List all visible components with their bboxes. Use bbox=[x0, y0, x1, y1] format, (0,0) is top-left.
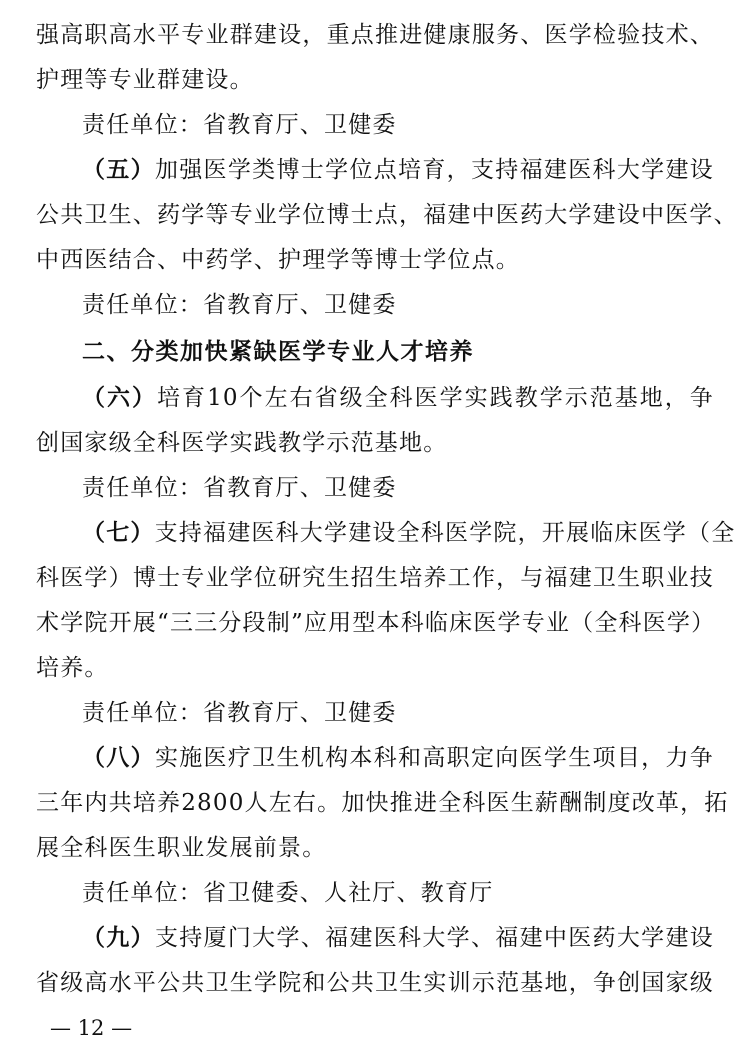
item-text: 支持厦门大学、福建医科大学、福建中医药大学建设 bbox=[154, 925, 714, 951]
paragraph-line-item-9 bbox=[82, 923, 714, 953]
paragraph-line: 展全科医生职业发展前景。 bbox=[36, 835, 327, 861]
paragraph-line: 科医学）博士专业学位研究生招生培养工作，与福建卫生职业技 bbox=[36, 565, 714, 591]
responsible-unit-line: 责任单位：省教育厅、卫健委 bbox=[82, 700, 397, 726]
paragraph-line: 强高职高水平专业群建设，重点推进健康服务、医学检验技术、 bbox=[36, 22, 714, 48]
paragraph-line-item-8 bbox=[82, 743, 714, 773]
item-number: （九） bbox=[82, 924, 155, 951]
item-number: （五） bbox=[82, 156, 155, 183]
paragraph-line: 中西医结合、中药学、护理学等博士学位点。 bbox=[36, 247, 520, 273]
responsible-unit-line: 责任单位：省教育厅、卫健委 bbox=[82, 292, 397, 318]
item-text: 加强医学类博士学位点培育，支持福建医科大学建设 bbox=[154, 157, 714, 183]
paragraph-line: 省级高水平公共卫生学院和公共卫生实训示范基地，争创国家级 bbox=[36, 970, 714, 996]
item-text: 培育10个左右省级全科医学实践教学示范基地，争 bbox=[157, 385, 714, 411]
page-number: — 12 — bbox=[50, 1016, 133, 1040]
paragraph-line: 培养。 bbox=[36, 655, 109, 681]
paragraph-line: 创国家级全科医学实践教学示范基地。 bbox=[36, 430, 448, 456]
item-number: （七） bbox=[82, 519, 155, 546]
item-number: （六） bbox=[82, 384, 158, 411]
item-number: （八） bbox=[82, 744, 155, 771]
section-heading: 二、分类加快紧缺医学专业人才培养 bbox=[82, 339, 474, 365]
item-text: 支持福建医科大学建设全科医学院，开展临床医学（全 bbox=[154, 520, 736, 546]
paragraph-line: 术学院开展“三三分段制”应用型本科临床医学专业（全科医学） bbox=[36, 610, 716, 636]
responsible-unit-line: 责任单位：省卫健委、人社厅、教育厅 bbox=[82, 880, 494, 906]
paragraph-line: 公共卫生、药学等专业学位博士点，福建中医药大学建设中医学、 bbox=[36, 202, 738, 228]
paragraph-line-item-7 bbox=[82, 518, 736, 548]
paragraph-line-item-5 bbox=[82, 155, 714, 185]
paragraph-line: 护理等专业群建设。 bbox=[36, 67, 254, 93]
item-text: 实施医疗卫生机构本科和高职定向医学生项目，力争 bbox=[154, 745, 714, 771]
paragraph-line-item-6 bbox=[82, 383, 714, 413]
responsible-unit-line: 责任单位：省教育厅、卫健委 bbox=[82, 112, 397, 138]
responsible-unit-line: 责任单位：省教育厅、卫健委 bbox=[82, 475, 397, 501]
paragraph-line: 三年内共培养2800人左右。加快推进全科医生薪酬制度改革，拓 bbox=[36, 790, 729, 816]
